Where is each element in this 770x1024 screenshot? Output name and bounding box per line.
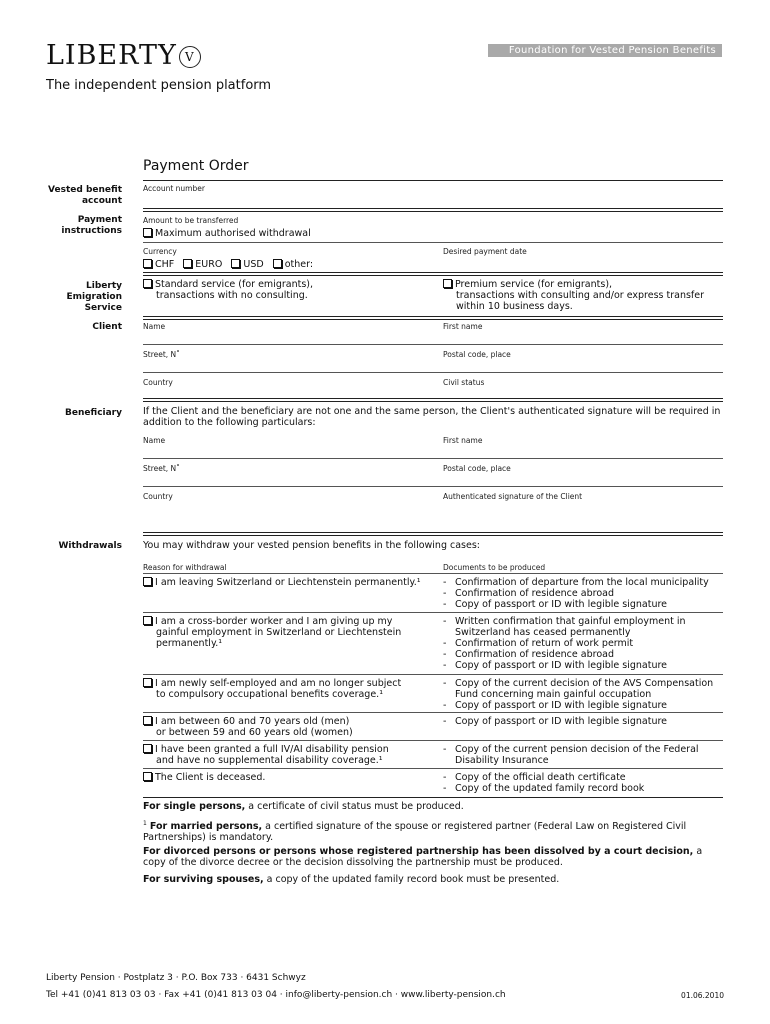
currency-label-text: USD bbox=[243, 259, 264, 270]
currency-options bbox=[143, 259, 313, 270]
emigration-label-line: Emigration bbox=[66, 292, 122, 302]
beneficiary-postal-label: Postal code, place bbox=[443, 464, 511, 473]
reason-line bbox=[143, 772, 433, 783]
divider bbox=[143, 612, 723, 613]
divider bbox=[143, 180, 723, 181]
withdrawal-reason-option[interactable] bbox=[143, 678, 433, 700]
checkbox-icon[interactable] bbox=[143, 744, 152, 753]
note-divorced bbox=[143, 846, 723, 868]
divider bbox=[143, 712, 723, 713]
client-first-name-label: First name bbox=[443, 322, 483, 331]
reason-text: I am newly self-employed and am no longer subject bbox=[155, 678, 402, 689]
currency-other[interactable] bbox=[273, 259, 313, 270]
required-document: - Copy of the official death certificate bbox=[443, 772, 723, 783]
client-country-label: Country bbox=[143, 378, 173, 387]
required-documents-list bbox=[443, 616, 723, 671]
foundation-tagline: Foundation for Vested Pension Benefits bbox=[488, 44, 722, 57]
note-bold: For divorced persons or persons whose registered partnership has been dissolved by a court decision, bbox=[143, 846, 694, 857]
checkbox-icon[interactable] bbox=[143, 678, 152, 687]
page-title: Payment Order bbox=[143, 158, 249, 174]
currency-label-text: other: bbox=[284, 259, 314, 270]
beneficiary-street-label: Street, N˚ bbox=[143, 464, 180, 473]
note-text: a copy of the updated family record book must be presented. bbox=[263, 874, 560, 885]
required-documents-list bbox=[443, 744, 723, 766]
note-bold: For single persons, bbox=[143, 801, 246, 812]
required-documents-list bbox=[443, 772, 723, 794]
logo-mark-icon: V bbox=[179, 46, 201, 68]
divider bbox=[143, 768, 723, 769]
auth-signature-label: Authenticated signature of the Client bbox=[443, 492, 583, 501]
standard-service-option[interactable] bbox=[143, 279, 313, 301]
divider bbox=[143, 674, 723, 675]
reason-text: to compulsory occupational benefits coverage.¹ bbox=[156, 689, 384, 700]
note-text: a certificate of civil status must be produced. bbox=[245, 801, 464, 812]
currency-label: Currency bbox=[143, 247, 177, 256]
note-married bbox=[143, 818, 723, 843]
reason-line bbox=[143, 716, 433, 727]
divider bbox=[143, 372, 723, 373]
reason-text: gainful employment in Switzerland or Liechtenstein bbox=[156, 627, 402, 638]
divider bbox=[143, 797, 723, 798]
checkbox-icon[interactable] bbox=[143, 259, 152, 268]
amount-label: Amount to be transferred bbox=[143, 216, 239, 225]
withdrawal-reason-option[interactable] bbox=[143, 616, 433, 649]
beneficiary-name-label: Name bbox=[143, 436, 166, 445]
section-label-client: Client bbox=[92, 322, 122, 332]
premium-service-option[interactable] bbox=[443, 279, 704, 312]
reason-header: Reason for withdrawal bbox=[143, 563, 227, 572]
client-civil-status-label: Civil status bbox=[443, 378, 485, 387]
emigration-label-line: Liberty bbox=[86, 281, 122, 291]
account-number-field[interactable] bbox=[143, 192, 723, 206]
premium-service-text: Premium service (for emigrants), bbox=[455, 279, 613, 290]
reason-text: I am a cross-border worker and I am giving up my bbox=[155, 616, 393, 627]
divider bbox=[143, 486, 723, 487]
required-document: - Copy of passport or ID with legible signature bbox=[443, 660, 723, 671]
standard-service-text: transactions with no consulting. bbox=[156, 290, 308, 301]
max-withdrawal-text: Maximum authorised withdrawal bbox=[155, 228, 311, 239]
checkbox-icon[interactable] bbox=[143, 772, 152, 781]
note-bold: For surviving spouses, bbox=[143, 874, 264, 885]
reason-line bbox=[143, 744, 433, 755]
checkbox-icon[interactable] bbox=[143, 716, 152, 725]
section-label-beneficiary: Beneficiary bbox=[65, 408, 122, 418]
client-name-label: Name bbox=[143, 322, 166, 331]
required-document: - Confirmation of residence abroad bbox=[443, 588, 723, 599]
footer-contact: Tel +41 (0)41 813 03 03 · Fax +41 (0)41 813 03 04 · info@liberty-pension.ch · www.liberty-pension.ch bbox=[46, 990, 506, 1000]
checkbox-icon[interactable] bbox=[443, 279, 452, 288]
divider bbox=[143, 398, 723, 402]
required-document: - Confirmation of residence abroad bbox=[443, 649, 723, 660]
withdrawal-reason-option[interactable] bbox=[143, 772, 433, 783]
required-documents-list bbox=[443, 678, 723, 711]
section-label-withdrawals: Withdrawals bbox=[58, 541, 122, 551]
client-postal-label: Postal code, place bbox=[443, 350, 511, 359]
footer-address: Liberty Pension · Postplatz 3 · P.O. Box 733 · 6431 Schwyz bbox=[46, 973, 306, 983]
divider bbox=[143, 573, 723, 574]
withdrawal-reason-option[interactable] bbox=[143, 716, 433, 738]
currency-usd[interactable] bbox=[231, 259, 263, 270]
divider bbox=[143, 458, 723, 459]
checkbox-icon[interactable] bbox=[231, 259, 240, 268]
liberty-logo bbox=[46, 40, 201, 71]
reason-text: and have no supplemental disability coverage.¹ bbox=[156, 755, 383, 766]
divider bbox=[143, 316, 723, 320]
reason-line bbox=[143, 638, 433, 649]
divider bbox=[143, 272, 723, 276]
checkbox-icon[interactable] bbox=[183, 259, 192, 268]
withdrawal-reason-option[interactable] bbox=[143, 744, 433, 766]
reason-line bbox=[143, 577, 433, 588]
checkbox-icon[interactable] bbox=[143, 577, 152, 586]
reason-text: I have been granted a full IV/AI disability pension bbox=[155, 744, 389, 755]
reason-line bbox=[143, 727, 433, 738]
note-text: a copy of the divorce decree or the decision dissolving the partnership must be produced. bbox=[143, 846, 703, 868]
reason-text: I am leaving Switzerland or Liechtenstein permanently.¹ bbox=[155, 577, 421, 588]
reason-text: or between 59 and 60 years old (women) bbox=[156, 727, 353, 738]
payment-date-label: Desired payment date bbox=[443, 247, 527, 256]
checkbox-icon[interactable] bbox=[273, 259, 282, 268]
client-street-label: Street, N˚ bbox=[143, 350, 180, 359]
platform-subtitle: The independent pension platform bbox=[46, 78, 272, 93]
checkbox-icon[interactable] bbox=[143, 616, 152, 625]
section-label-payment: Payment instructions bbox=[61, 215, 122, 236]
max-withdrawal-option[interactable] bbox=[143, 228, 311, 239]
premium-service-text: within 10 business days. bbox=[456, 301, 573, 312]
reason-text: permanently.¹ bbox=[156, 638, 223, 649]
required-document: - Copy of passport or ID with legible signature bbox=[443, 716, 723, 727]
reason-line bbox=[143, 627, 433, 638]
footnote-marker: 1 bbox=[143, 820, 147, 827]
note-single bbox=[143, 801, 723, 812]
documents-header: Documents to be produced bbox=[443, 563, 546, 572]
required-document: - Copy of the updated family record book bbox=[443, 783, 723, 794]
note-bold: For married persons, bbox=[149, 821, 263, 833]
logo-text: LIBERTY bbox=[46, 40, 177, 71]
note-surviving bbox=[143, 874, 723, 885]
beneficiary-country-label: Country bbox=[143, 492, 173, 501]
required-document: - Written confirmation that gainful employment in Switzerland has ceased permanently bbox=[443, 616, 723, 638]
account-number-label: Account number bbox=[143, 184, 205, 193]
divider bbox=[143, 242, 723, 243]
reason-line bbox=[143, 616, 433, 627]
required-document: - Copy of the current decision of the AVS Compensation Fund concerning main gainful occupation bbox=[443, 678, 723, 700]
currency-chf[interactable] bbox=[143, 259, 174, 270]
reason-line bbox=[143, 689, 433, 700]
checkbox-icon[interactable] bbox=[143, 279, 152, 288]
note-text: a certified signature of the spouse or registered partner (Federal Law on Registered Civil Partnerships) is mandatory. bbox=[143, 821, 687, 844]
standard-service-text: Standard service (for emigrants), bbox=[155, 279, 313, 290]
checkbox-icon[interactable] bbox=[143, 228, 152, 237]
required-documents-list bbox=[443, 577, 723, 610]
required-document: - Copy of passport or ID with legible signature bbox=[443, 599, 723, 610]
required-document: - Copy of the current pension decision of the Federal Disability Insurance bbox=[443, 744, 723, 766]
reason-text: The Client is deceased. bbox=[155, 772, 266, 783]
premium-service-text: transactions with consulting and/or express transfer bbox=[456, 290, 705, 301]
divider bbox=[143, 208, 723, 212]
required-document: - Confirmation of return of work permit bbox=[443, 638, 723, 649]
required-documents-list bbox=[443, 716, 723, 727]
divider bbox=[143, 740, 723, 741]
section-label-emigration bbox=[40, 281, 122, 314]
divider bbox=[143, 532, 723, 536]
currency-label-text: EURO bbox=[195, 259, 223, 270]
currency-euro[interactable] bbox=[183, 259, 222, 270]
beneficiary-note: If the Client and the beneficiary are not one and the same person, the Client's authenticated signature will be required in addition to the following particulars: bbox=[143, 406, 721, 428]
section-label-vested: Vested benefit account bbox=[48, 185, 122, 206]
required-document: - Copy of passport or ID with legible signature bbox=[443, 700, 723, 711]
withdrawals-intro: You may withdraw your vested pension benefits in the following cases: bbox=[143, 540, 480, 551]
currency-label-text: CHF bbox=[155, 259, 175, 270]
divider bbox=[143, 344, 723, 345]
reason-text: I am between 60 and 70 years old (men) bbox=[155, 716, 350, 727]
withdrawal-reason-option[interactable] bbox=[143, 577, 433, 588]
beneficiary-first-name-label: First name bbox=[443, 436, 483, 445]
reason-line bbox=[143, 755, 433, 766]
reason-line bbox=[143, 678, 433, 689]
form-date: 01.06.2010 bbox=[681, 991, 724, 1000]
required-document: - Confirmation of departure from the local municipality bbox=[443, 577, 723, 588]
emigration-label-line: Service bbox=[84, 303, 122, 313]
